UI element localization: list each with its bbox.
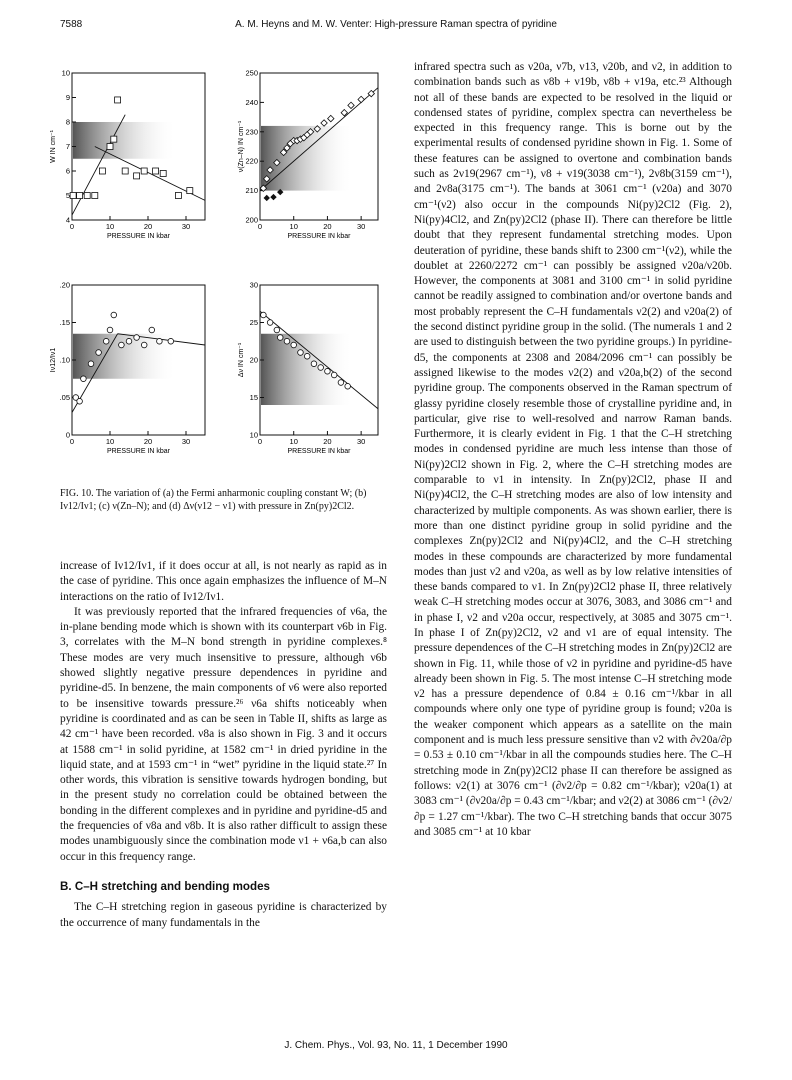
x-tick-label: 0 — [69, 437, 75, 446]
data-point-circle — [126, 338, 132, 344]
x-tick-label: 20 — [323, 222, 332, 231]
y-tick-label: 30 — [249, 280, 258, 290]
data-point-square — [160, 170, 166, 176]
shaded-region-d — [261, 334, 353, 405]
x-axis-label: PRESSURE IN kbar — [287, 233, 351, 240]
data-point-circle — [157, 338, 163, 344]
data-point-circle — [291, 342, 297, 348]
x-tick-label: 10 — [289, 222, 298, 231]
x-tick-label: 30 — [356, 437, 366, 446]
data-point-circle — [149, 327, 155, 333]
x-axis-label: PRESSURE IN kbar — [287, 448, 351, 455]
footer: J. Chem. Phys., Vol. 93, No. 11, 1 December 1990 — [284, 1040, 508, 1051]
data-point-square — [107, 144, 113, 150]
y-tick-label: 4 — [65, 215, 70, 225]
data-point-circle — [141, 342, 147, 348]
y-axis-label: W IN cm⁻¹ — [50, 130, 57, 163]
data-point-diamond — [321, 120, 327, 126]
panel-b — [50, 281, 205, 456]
x-tick-label: 10 — [289, 437, 298, 446]
right-column — [414, 60, 732, 840]
y-tick-label: 5 — [65, 191, 70, 200]
y-tick-label: 250 — [245, 68, 258, 78]
y-tick-label: 220 — [245, 156, 258, 166]
data-point-diamond — [328, 115, 334, 121]
page-number: 7588 — [60, 19, 83, 30]
data-point-circle — [103, 338, 109, 344]
panel-d — [238, 281, 378, 456]
data-point-square — [187, 188, 193, 194]
data-point-filled-diamond — [270, 194, 276, 200]
data-point-circle — [111, 312, 117, 318]
y-tick-label: .10 — [59, 355, 70, 365]
data-point-circle — [107, 327, 113, 333]
y-tick-label: 25 — [249, 318, 258, 327]
data-point-circle — [304, 353, 310, 359]
data-point-circle — [267, 320, 273, 326]
data-point-circle — [168, 338, 174, 344]
data-point-square — [77, 193, 83, 199]
left-column — [60, 559, 387, 931]
data-point-circle — [331, 372, 337, 378]
data-point-circle — [318, 365, 324, 371]
data-point-square — [115, 97, 121, 103]
data-point-circle — [88, 361, 94, 367]
x-tick-label: 10 — [105, 437, 115, 446]
x-axis-label: PRESSURE IN kbar — [106, 233, 171, 240]
data-point-circle — [96, 350, 102, 356]
data-point-circle — [325, 368, 331, 374]
y-tick-label: 10 — [61, 68, 70, 78]
x-tick-label: 30 — [181, 437, 191, 446]
left-paragraph-1: increase of Iν12/Iν1, if it does occur at all, is not nearly as rapid as in the case of pyridine. This once again emphasizes the influence of M–N interactions on the ratio of Iν12/Iν1. — [60, 560, 387, 603]
data-point-circle — [277, 335, 283, 341]
data-point-circle — [119, 342, 125, 348]
data-point-filled-diamond — [264, 195, 270, 201]
y-tick-label: 200 — [245, 215, 258, 225]
data-point-circle — [311, 361, 317, 367]
data-point-square — [134, 173, 140, 179]
running-header — [0, 19, 792, 35]
y-tick-label: .20 — [59, 280, 70, 290]
running-title: A. M. Heyns and M. W. Venter: High-pressure Raman spectra of pyridine — [235, 19, 557, 30]
data-point-circle — [284, 338, 290, 344]
data-point-circle — [274, 327, 280, 333]
y-tick-label: 7 — [65, 142, 70, 151]
y-axis-label: ν(Zn–N) IN cm⁻¹ — [238, 120, 245, 173]
x-tick-label: 0 — [257, 437, 263, 446]
right-paragraph-1: infrared spectra such as ν20a, ν7b, ν13, ν20b, and ν2, in addition to combination bands such as ν8b + ν19b, ν8b + ν19a, etc.²³ Although not all of these bands are expected to be resolved in the liquid or condensed states of pyridine, complex spectra can nevertheless be expected in this frequency range. This is borne out by the experimental results of condensed pyridine shown in Fig. 1. Some of these features can be assigned to overtone and combination bands such as 2ν19(2967 cm⁻¹), ν8 + ν19(3038 cm⁻¹), 2ν8b(3159 cm⁻¹), and 2ν8a(3175 cm⁻¹). The bands at 3061 cm⁻¹ (ν20a) and 3070 cm⁻¹(ν2) also occur in the compounds Ni(py)2Cl2 (Fig. 2), Ni(py)4Cl2, and Zn(py)2Cl2 (phase II). There can therefore be little doubt that they represent fundamental stretching modes. Upon deuteration of pyridine, these bands shift to 2300 cm⁻¹(ν2), while the doublet at 2260/2272 cm⁻¹ can possibly be assigned ν20a/ν20b. However, the components at 3081 and 3100 cm⁻¹ in solid pyridine cannot be readily assigned to combination and/or overtone bands and most probably represent the C–H fundamentals ν2(2) and ν20a(2) of the second distinct pyridine group in the solid. (The numerals 1 and 2 are used to distinguish between the two pyridine groups.) In pyridine-d5, the components at 2308 and 2084/2096 cm⁻¹ can possibly be assigned likewise to the modes ν2(2) and ν20a,b(2) of the second pyridine group. The components observed in the Raman spectrum of glassy pyridine closely resemble those of crystalline pyridine and, in particular, give rise to well-resolved and narrow Raman bands. Furthermore, it is clearly evident in Fig. 1 that the C–H stretching modes in condensed pyridine are much less intense than those of Ni(py)2Cl2 shown in Fig. 2, where the C–H stretching modes are comparable to ν1 in intensity. In Zn(py)2Cl2, phase II and Ni(py)4Cl2, the C–H stretching modes are also of low intensity and characterized by multiple components. As was shown earlier, there is more than one distinct pyridine group in solid pyridine and the complexes Zn(py)2Cl2 and Ni(py)4Cl2, and the C–H stretching modes in these compounds are characterized by more fundamental modes than just ν2 and ν20a, as well as by low relative intensities of these bands compared to ν1. In Zn(py)2Cl2 phase II, three relatively weak C–H stretching modes occur at 3076, 3083, and 3086 cm⁻¹ and in phase I, ν2 and ν20a occur, respectively, at 3085 and 3075 cm⁻¹. In phase I of Zn(py)2Cl2, ν2 and ν1 are of equal intensity. The pressure dependences of the C–H stretching modes in Zn(py)2Cl2 are shown in Fig. 11, while those of ν2 in pyridine and pyridine-d5 have already been shown in Fig. 5. The most intense C–H stretching mode ν2 has a pressure dependence of 0.84 ± 0.16 cm⁻¹/kbar in all compounds where only one type of pyridine group is found; ν20a is the weaker component which appears as a satellite on the main component and is much less pressure sensitive than ν2 with ∂ν20a/∂p = 0.53 ± 0.10 cm⁻¹/kbar in all the compounds studies here. The C–H stretching mode in Zn(py)2Cl2 phase II can therefore be assigned as follows: ν2(1) at 3076 cm⁻¹ (∂ν2/∂p = 0.82 cm⁻¹/kbar); ν20a(1) at 3083 cm⁻¹ (∂ν20a/∂p = 0.43 cm⁻¹/kbar; and ν2(2) at 3086 cm⁻¹ (∂ν2/∂p = 1.27 cm⁻¹/kbar). The two C–H stretching bands that occur 3075 and 3085 cm⁻¹ at 10 kbar — [414, 61, 732, 838]
y-tick-label: 210 — [245, 186, 258, 196]
data-point-circle — [134, 335, 140, 341]
x-axis-label: PRESSURE IN kbar — [106, 448, 171, 455]
y-tick-label: 15 — [249, 393, 258, 402]
figure-caption-text: FIG. 10. The variation of (a) the Fermi anharmonic coupling constant W; (b) Iν12/Iν1; (c) ν(Zn–N); and (d) Δν(ν12 − ν1) with pressure in Zn(py)2Cl2. — [60, 488, 367, 512]
data-point-square — [92, 193, 98, 199]
data-point-diamond — [348, 102, 354, 108]
data-point-circle — [77, 398, 83, 404]
data-point-square — [141, 168, 147, 174]
y-tick-label: 8 — [65, 117, 70, 127]
left-paragraph-2: It was previously reported that the infrared frequencies of ν6a, the in-plane bending mode which is shown with its counterpart ν6b in Fig. 3, correlates with the M–N bond strength in pyridine complexes.⁸ These modes are very much insensitive to pressure, although ν6b showed slightly negative pressure dependences in pyridine and pyridine-d5. In benzene, the main components of ν6 were also reported to be insensitive towards pressure.²⁶ ν6a shifts noticeably when pyridine is coordinated and as can be seen in Table II, shifts as large as 42 cm⁻¹ have been recorded. ν8a is also shown in Fig. 3 and it occurs at 1588 cm⁻¹ in solid pyridine, at 1582 cm⁻¹ in dried pyridine in the liquid state, and at 1593 cm⁻¹ in “wet” pyridine in the liquid state.²⁷ In other words, this vibration is sensitive towards hydrogen bonding, but in the present study no correlation could be obtained between the bonding in the different complexes and in pyridine and pyridine-d5 and the frequencies of ν8a and ν8b. It is also rather difficult to assign these modes unambiguously since the combination mode ν1 + ν6a,b can also occur in this frequency range. — [60, 605, 387, 863]
y-axis-label: Δν IN cm⁻¹ — [238, 342, 245, 378]
y-tick-label: 230 — [245, 127, 258, 137]
panel-a — [50, 69, 205, 241]
y-tick-label: 10 — [249, 430, 258, 440]
data-point-square — [122, 168, 128, 174]
y-tick-label: 240 — [245, 97, 258, 107]
y-tick-label: 0 — [65, 430, 70, 440]
x-tick-label: 10 — [105, 222, 115, 231]
y-tick-label: .05 — [59, 393, 70, 402]
data-point-diamond — [358, 96, 364, 102]
shaded-region-a — [73, 122, 177, 159]
x-tick-label: 0 — [257, 222, 263, 231]
y-axis-label: Iν12/Iν1 — [50, 347, 57, 373]
data-point-square — [111, 136, 117, 142]
data-point-square — [175, 193, 181, 199]
x-tick-label: 20 — [143, 437, 153, 446]
x-tick-label: 30 — [181, 222, 191, 231]
x-tick-label: 20 — [323, 437, 332, 446]
section-heading: B. C–H stretching and bending modes — [60, 879, 270, 893]
figure-caption — [60, 488, 387, 513]
y-tick-label: 20 — [249, 355, 258, 365]
y-tick-label: 6 — [65, 166, 70, 176]
data-point-circle — [345, 383, 351, 389]
data-point-square — [153, 168, 159, 174]
data-point-circle — [261, 312, 267, 318]
data-point-square — [70, 193, 76, 199]
section-paragraph: The C–H stretching region in gaseous pyridine is characterized by the occurrence of many fundamentals in the — [60, 901, 387, 929]
x-tick-label: 20 — [143, 222, 153, 231]
panel-c — [238, 69, 378, 241]
y-tick-label: .15 — [59, 318, 70, 327]
x-tick-label: 30 — [356, 222, 366, 231]
data-point-circle — [81, 376, 87, 382]
data-point-square — [84, 193, 90, 199]
data-point-circle — [338, 380, 344, 386]
figure-10 — [50, 60, 395, 480]
data-point-square — [99, 168, 105, 174]
x-tick-label: 0 — [69, 222, 75, 231]
y-tick-label: 9 — [65, 93, 70, 102]
data-point-circle — [298, 350, 304, 356]
